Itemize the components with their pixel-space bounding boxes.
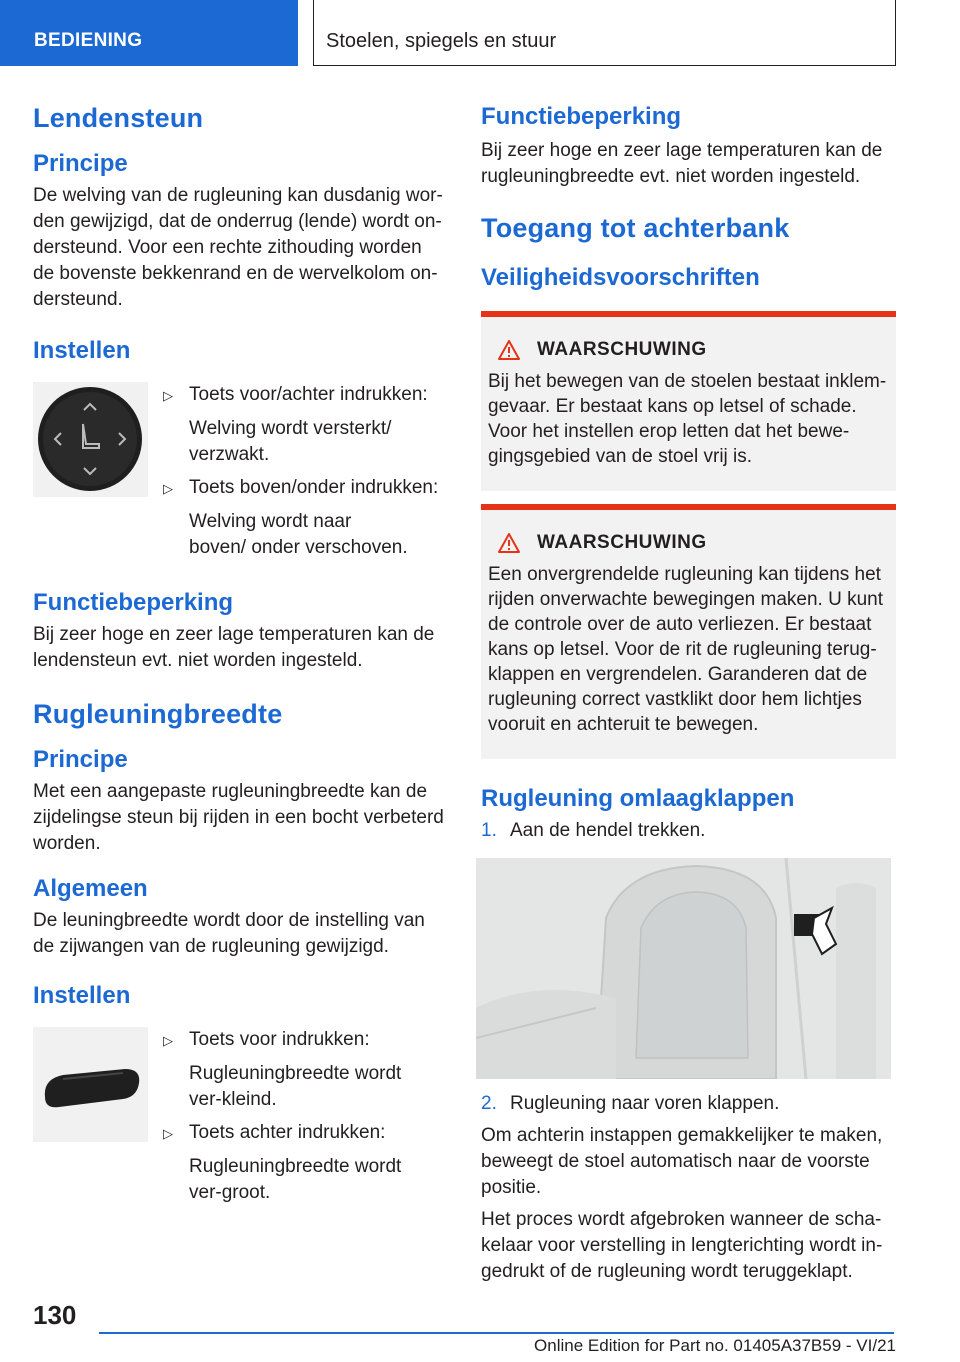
step-number: 1. [481,819,497,841]
list-item [163,1027,447,1054]
step-action: Toets achter indrukken: [189,1121,386,1143]
footer-divider [99,1332,894,1334]
warning-box [481,311,896,491]
triangle-bullet-icon: ▷ [163,480,173,496]
step-result: Welving wordt versterkt/ verzwakt. [189,417,392,465]
heading-omlaagklappen: Rugleuning omlaagklappen [481,784,795,812]
page-header [0,0,960,66]
chapter-tab: Stoelen, spiegels en stuur [313,0,896,66]
list-item [481,1091,896,1117]
warning-box [481,504,896,759]
triangle-bullet-icon: ▷ [163,387,173,403]
page-number: 130 [33,1300,77,1330]
heading-instellen-2: Instellen [33,981,131,1009]
step-result: Rugleuningbreedte wordt ver-groot. [189,1155,402,1203]
warning-triangle-icon [497,339,521,361]
width-switch-image [33,1027,148,1142]
heading-lendensteun: Lendensteun [33,103,204,133]
list-item [481,818,896,844]
list-item [163,475,447,502]
seat-lever-photo [476,858,891,1079]
heading-principe-2: Principe [33,746,128,774]
step-action: Toets boven/onder indrukken: [189,476,439,498]
principe-text: De welving van de rugleuning kan dusdanig wor-den gewijzigd, dat de onderrug (lende) wordt on-dersteund. Voor een rechte zithouding worden de bovenste bekkenrand en de wervelkolom on-dersteund. [33,185,443,311]
lumbar-instructions [33,382,447,561]
algemeen-text: De leuningbreedte wordt door de instelling van de zijwangen van de rugleuning gewijzigd. [33,909,425,957]
list-item [163,382,447,409]
step-result: Rugleuningbreedte wordt ver-kleind. [189,1062,402,1110]
heading-principe: Principe [33,150,128,178]
heading-functiebeperking: Functiebeperking [33,588,234,616]
paragraph: Het proces wordt afgebroken wanneer de scha-kelaar voor verstelling in lengterichting wordt in-gedrukt of de rugleuning wordt teruggeklapt. [481,1208,883,1282]
step-text: Rugleuning naar voren klappen. [510,1092,780,1114]
step-number: 2. [481,1092,497,1114]
section-tab: BEDIENING [0,0,298,66]
warning-text: Bij het bewegen van de stoelen bestaat inklem-gevaar. Er bestaat kans op letsel of schade. Voor het instellen erop letten dat het bewe-gingsgebied van de stoel vrij is. [488,370,887,467]
heading-rugleuningbreedte: Rugleuningbreedte [33,698,283,729]
functie-text-2: Bij zeer hoge en zeer lage temperaturen kan de rugleuningbreedte evt. niet worden ingesteld. [481,139,883,187]
list-item [163,1120,447,1147]
principe-text-2: Met een aangepaste rugleuningbreedte kan de zijdelingse steun bij rijden in een bocht verbeterd worden. [33,780,444,854]
heading-toegang: Toegang tot achterbank [481,212,790,243]
left-column [33,100,447,1206]
step-action: Toets voor indrukken: [189,1028,370,1050]
width-steps [163,1027,447,1206]
warning-header [497,532,888,554]
step-text: Aan de hendel trekken. [510,819,706,841]
warning-triangle-icon [497,532,521,554]
warning-title: WAARSCHUWING [537,531,707,553]
heading-instellen: Instellen [33,337,131,365]
right-column [481,100,896,1285]
warning-text: Een onvergrendelde rugleuning kan tijdens het rijden onverwachte bewegingen maken. U kunt de controle over de auto verliezen. Er bestaat kans op letsel. Voor de rit de rugleuning terug-klappen en vergrendelen. Garanderen dat de rugleuning correct vastklikt door hem lichtjes vooruit en achteruit te bewegen. [488,563,884,735]
lumbar-steps [163,382,447,561]
heading-veiligheid: Veiligheidsvoorschriften [481,264,760,292]
triangle-bullet-icon: ▷ [163,1125,173,1141]
width-instructions [33,1027,447,1206]
lumbar-switch-image [33,382,148,497]
edition-text: Online Edition for Part no. 01405A37B59 - VI/21 [534,1336,896,1355]
warning-header [497,339,888,361]
heading-algemeen: Algemeen [33,874,148,902]
heading-functiebeperking-2: Functiebeperking [481,103,682,130]
step-action: Toets voor/achter indrukken: [189,383,428,405]
triangle-bullet-icon: ▷ [163,1032,173,1048]
paragraph: Om achterin instappen gemakkelijker te maken, beweegt de stoel automatisch naar de voorste positie. [481,1124,883,1198]
warning-title: WAARSCHUWING [537,338,707,360]
functie-text: Bij zeer hoge en zeer lage temperaturen kan de lendensteun evt. niet worden ingesteld. [33,623,435,671]
step-result: Welving wordt naar boven/ onder verschoven. [189,510,408,558]
